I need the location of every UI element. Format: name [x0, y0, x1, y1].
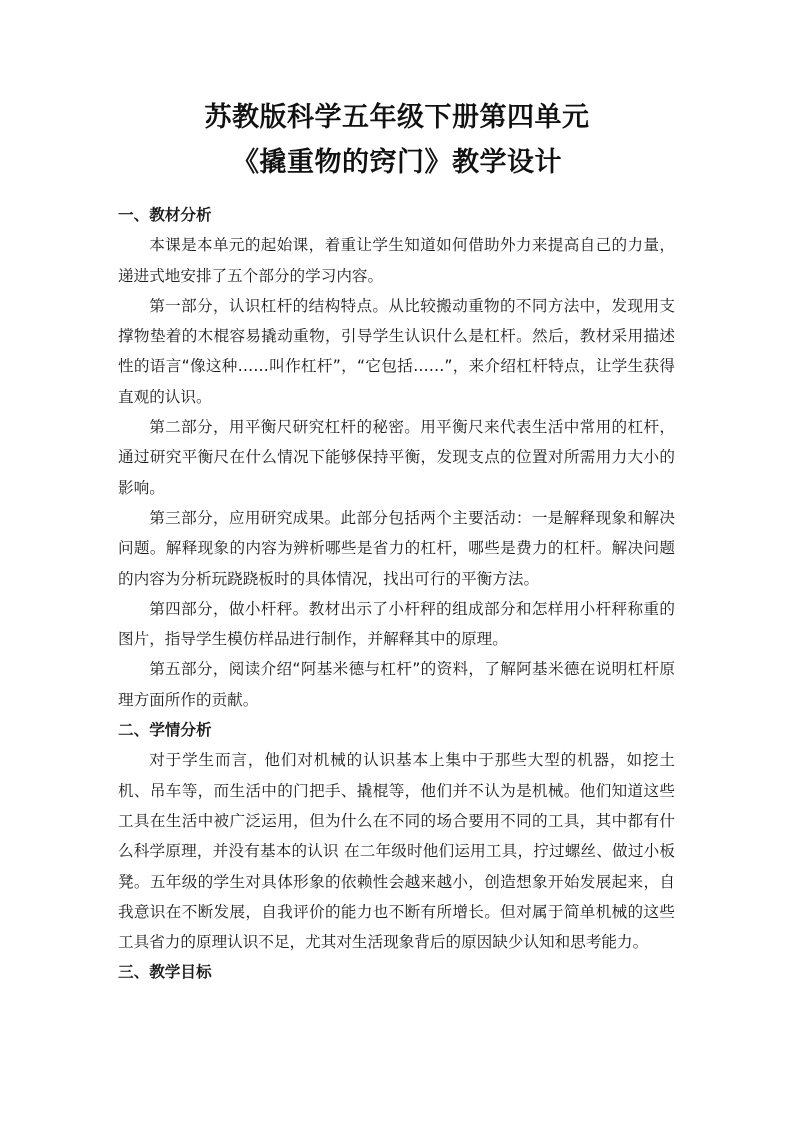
document-title-line2: 《撬重物的窍门》教学设计 [232, 147, 562, 178]
paragraph: 本课是本单元的起始课，着重让学生知道如何借助外力来提高自己的力量，递进式地安排了五个部分的学习内容。 [118, 236, 675, 285]
document-title-line1: 苏教版科学五年级下册第四单元 [204, 102, 590, 133]
paragraph: 第一部分，认识杠杆的结构特点。从比较搬动重物的不同方法中，发现用支撑物垫着的木棍容易撬动重物，引导学生认识什么是杠杆。然后，教材采用描述性的语言“像这种……叫作杠杆”，“它包括……”，来介绍杠杆特点，让学生获得直观的认识。 [118, 296, 675, 406]
document-body [118, 200, 675, 988]
section-textbook-analysis [118, 200, 675, 715]
section-teaching-goals [118, 957, 675, 987]
section-heading: 一、教材分析 [118, 206, 212, 224]
section-student-analysis [118, 715, 675, 957]
paragraph: 对于学生而言，他们对机械的认识基本上集中于那些大型的机器，如挖土机、吊车等，而生活中的门把手、撬棍等，他们并不认为是机械。他们知道这些工具在生活中被广泛运用，但为什么在不同的场合要用不同的工具，其中都有什么科学原理，并没有基本的认识 在二年级时他们运用工具，拧过螺丝、做过小板凳。五年级的学生对具体形象的依赖性会越来越小，创造想象开始发展起来，自我意识在不断发展，自我评价的能力也不断有所增长。但对属于简单机械的这些工具省力的原理认识不足，尤其对生活现象背后的原因缺少认知和思考能力。 [118, 751, 675, 952]
paragraph: 第二部分，用平衡尺研究杠杆的秘密。用平衡尺来代表生活中常用的杠杆，通过研究平衡尺在什么情况下能够保持平衡，发现支点的位置对所需用力大小的影响。 [118, 418, 675, 497]
section-heading: 三、教学目标 [118, 963, 212, 982]
paragraph: 第四部分，做小杆秤。教材出示了小杆秤的组成部分和怎样用小杆秤称重的图片，指导学生模仿样品进行制作，并解释其中的原理。 [118, 599, 675, 649]
section-heading: 二、学情分析 [118, 721, 212, 740]
paragraph: 第五部分，阅读介绍“阿基米德与杠杆”的资料，了解阿基米德在说明杠杆原理方面所作的贡献。 [118, 660, 675, 709]
paragraph: 第三部分，应用研究成果。此部分包括两个主要活动：一是解释现象和解决问题。解释现象的内容为辨析哪些是省力的杠杆，哪些是费力的杠杆。解决问题的内容为分析玩跷跷板时的具体情况，找出可行的平衡方法。 [118, 508, 675, 588]
